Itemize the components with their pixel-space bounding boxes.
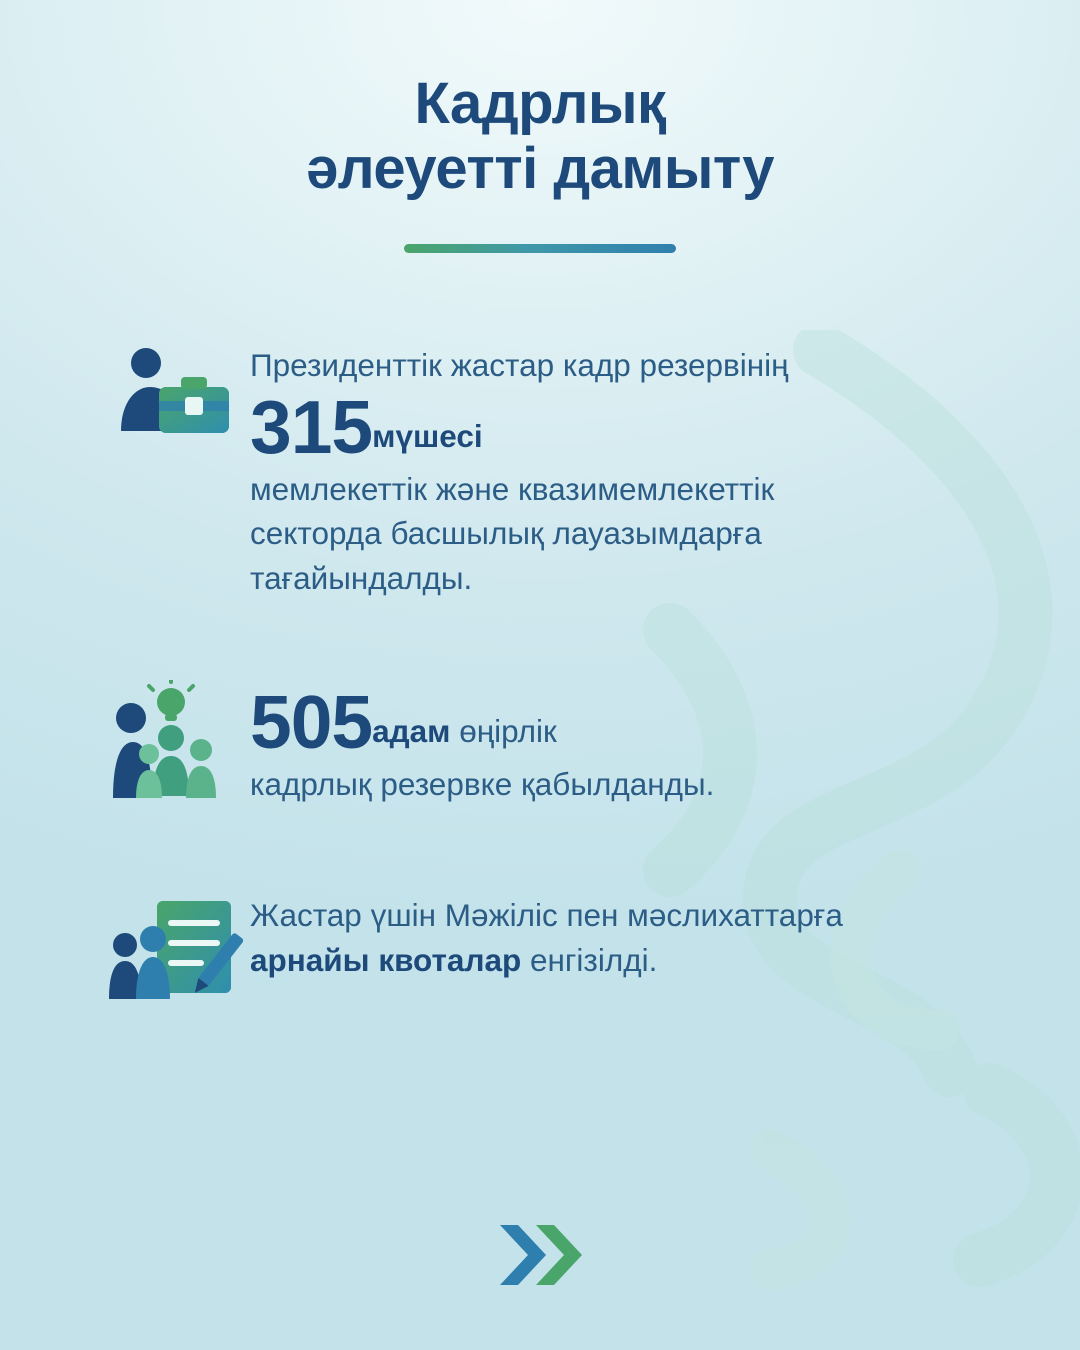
fact-text xyxy=(250,339,984,601)
fact-number: 505 xyxy=(250,679,373,764)
fact-number: 315 xyxy=(250,384,373,469)
fact-highlight: арнайы квоталар xyxy=(250,941,522,978)
fact-tail-line-1: енгізілді. xyxy=(529,941,658,978)
fact-tail-line-2: секторда басшылық лауазымдарға xyxy=(250,515,762,552)
fact-text xyxy=(250,889,984,982)
fact-unit: адам xyxy=(372,712,451,749)
fact-tail-line-2: кадрлық резервке қабылданды. xyxy=(250,765,715,802)
title-underline-rule xyxy=(404,244,676,253)
fact-tail-line-3: тағайындалды. xyxy=(250,560,473,597)
facts-list xyxy=(0,339,1080,1009)
title-line-2: әлеуетті дамыту xyxy=(306,135,774,201)
person-briefcase-icon xyxy=(100,339,250,459)
fact-lead-text: Жастар үшін Мәжіліс пен мәслихаттарға xyxy=(250,896,843,933)
fact-tail-line-1: өңірлік xyxy=(459,712,557,749)
list-item xyxy=(100,339,984,601)
people-document-icon xyxy=(100,889,250,1009)
list-item xyxy=(100,679,984,811)
list-item xyxy=(100,889,984,1009)
double-chevron-right-icon xyxy=(494,1223,586,1292)
fact-tail-line-1: мемлекеттік және квазимемлекеттік xyxy=(250,470,775,507)
fact-text xyxy=(250,679,984,807)
fact-unit: мүшесі xyxy=(372,417,483,454)
poster-header xyxy=(0,0,1080,253)
people-idea-icon xyxy=(100,679,250,811)
fact-lead-text: Президенттік жастар кадр резервінің xyxy=(250,346,789,383)
footer-marker xyxy=(0,1223,1080,1292)
title-line-1: Кадрлық xyxy=(414,71,666,136)
page-title xyxy=(0,72,1080,202)
